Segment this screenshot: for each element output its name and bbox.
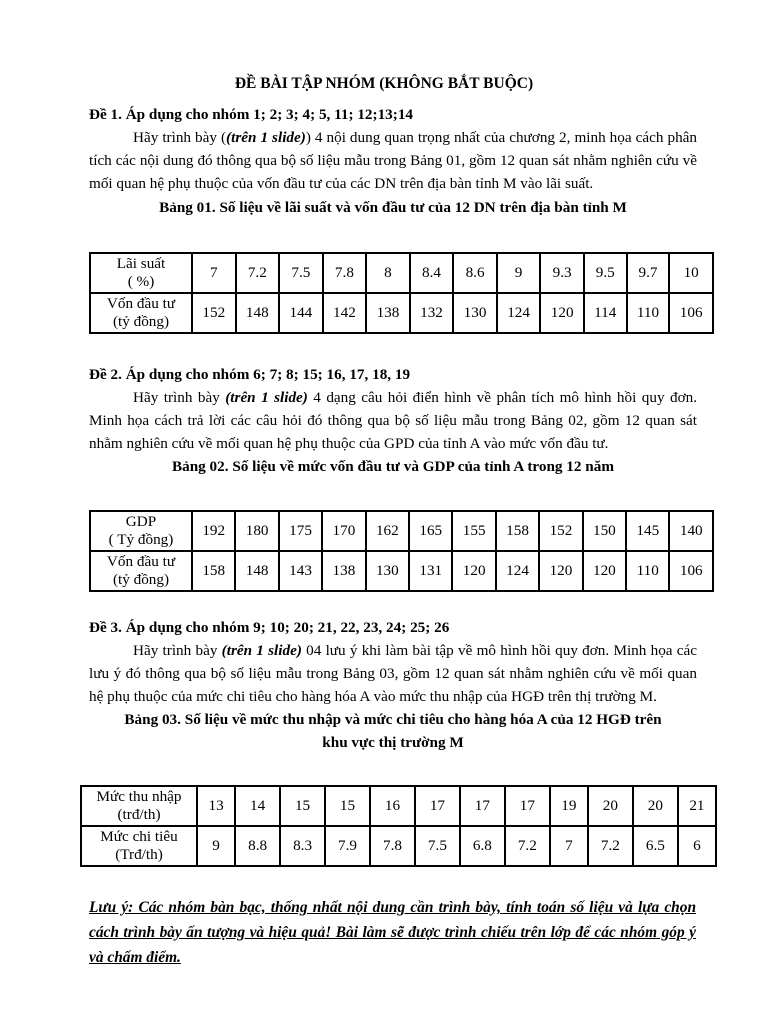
table-cell: 15 (280, 786, 325, 826)
table-cell: 148 (235, 551, 278, 591)
assignment-1-text-part: Hãy trình bày ( (133, 129, 227, 146)
table-cell: 170 (322, 511, 365, 551)
table-2 (89, 510, 714, 592)
row-label (81, 786, 197, 826)
table-cell: 17 (505, 786, 550, 826)
table-cell: 175 (279, 511, 322, 551)
row-label-line: Mức thu nhập (96, 788, 182, 805)
table-cell: 13 (197, 786, 235, 826)
table-cell: 140 (669, 511, 713, 551)
table-cell: 9.7 (627, 253, 670, 293)
table-cell: 158 (496, 511, 539, 551)
table-cell: 9 (197, 826, 235, 866)
table-1-caption: Bảng 01. Số liệu về lãi suất và vốn đầu tư của 12 DN trên địa bàn tỉnh M (159, 199, 627, 216)
table-cell: 131 (409, 551, 452, 591)
table-cell: 130 (453, 293, 497, 333)
assignment-1-emphasis: (trên 1 slide) (226, 129, 306, 146)
table-cell: 124 (496, 551, 539, 591)
table-3-caption-line: Bảng 03. Số liệu về mức thu nhập và mức chi tiêu cho hàng hóa A của 12 HGĐ trên (124, 711, 662, 728)
row-label-line: Vốn đầu tư (106, 553, 176, 570)
table-row (90, 253, 713, 293)
table-cell: 8.6 (453, 253, 497, 293)
row-label-line: (Trđ/th) (115, 846, 163, 863)
table-cell: 158 (192, 551, 235, 591)
table-cell: 6.5 (633, 826, 678, 866)
table-cell: 180 (235, 511, 278, 551)
row-label-line: (tỷ đồng) (112, 313, 170, 330)
table-cell: 16 (370, 786, 415, 826)
assignment-3-text-part: Hãy trình bày (133, 642, 222, 659)
assignment-3-text-part: 04 lưu ý khi làm bài tập về mô hình hồi quy đơn. Minh họa các lưu ý đó thông qua bộ số liệu mẫu trong Bảng 03, gồm 12 quan sát nhằm nghiên cứu về mối quan hệ phụ thuộc của mức chi tiêu cho hàng hóa A vào mức thu nhập của HGĐ trên thị trường M. (89, 642, 698, 705)
assignment-2-text-part: Hãy trình bày (133, 389, 226, 406)
table-row (90, 511, 713, 551)
table-cell: 120 (452, 551, 495, 591)
table-cell: 132 (410, 293, 454, 333)
table-cell: 7 (192, 253, 236, 293)
table-row (81, 826, 716, 866)
table-cell: 20 (588, 786, 633, 826)
table-cell: 14 (235, 786, 280, 826)
row-label-line: Vốn đầu tư (106, 295, 176, 312)
table-cell: 9.3 (540, 253, 584, 293)
assignment-2-text (89, 386, 697, 455)
assignment-1-text-part: ) 4 nội dung quan trọng nhất của chương 2, minh họa cách phân tích các nội dung đó thông qua bộ số liệu mẫu trong Bảng 01, gồm 12 quan sát nhằm nghiên cứu về mối quan hệ phụ thuộc của vốn đầu tư của các DN trên địa bàn tỉnh M vào lãi suất. (89, 129, 697, 192)
row-label (81, 826, 197, 866)
note-paragraph: Lưu ý: Các nhóm bàn bạc, thống nhất nội dung cần trình bày, tính toán số liệu và lựa chọn cách trình bày ấn tượng và hiệu quả! Bài làm sẽ được trình chiếu trên lớp để các nhóm góp ý và chấm điểm. (89, 899, 696, 966)
table-cell: 110 (626, 551, 669, 591)
table-cell: 106 (669, 293, 713, 333)
table-cell: 106 (669, 551, 713, 591)
table-cell: 143 (279, 551, 322, 591)
assignment-3-text (89, 639, 697, 708)
table-cell: 9 (497, 253, 541, 293)
assignment-2-text-part: 4 dạng câu hỏi điển hình về phân tích mô hình hồi quy đơn. Minh họa cách trả lời các câu hỏi đó thông qua bộ số liệu mẫu trong Bảng 02, gồm 12 quan sát nhằm nghiên cứu về mối quan hệ phụ thuộc của GPD của tỉnh A vào mức vốn đầu tư. (89, 389, 697, 452)
table-cell: 114 (584, 293, 627, 333)
table-cell: 150 (583, 511, 626, 551)
table-cell: 165 (409, 511, 452, 551)
assignment-3 (89, 616, 697, 754)
table-cell: 7 (550, 826, 588, 866)
row-label-line: Mức chi tiêu (100, 828, 178, 845)
table-cell: 110 (627, 293, 670, 333)
table-cell: 124 (497, 293, 541, 333)
table-cell: 120 (539, 551, 582, 591)
table-row (90, 551, 713, 591)
table-cell: 7.5 (415, 826, 460, 866)
table-cell: 152 (539, 511, 582, 551)
row-label-line: GDP (125, 513, 157, 530)
table-cell: 152 (192, 293, 236, 333)
table-cell: 10 (669, 253, 713, 293)
table-cell: 8.3 (280, 826, 325, 866)
row-label-line: ( Tỷ đồng) (108, 531, 174, 548)
row-label-line: ( %) (127, 273, 155, 290)
row-label (90, 511, 192, 551)
table-cell: 6 (678, 826, 716, 866)
table-cell: 144 (279, 293, 323, 333)
table-cell: 162 (366, 511, 409, 551)
row-label (90, 293, 192, 333)
table-cell: 120 (540, 293, 584, 333)
table-cell: 7.9 (325, 826, 370, 866)
row-label (90, 253, 192, 293)
table-cell: 8 (366, 253, 410, 293)
assignment-2 (89, 363, 697, 478)
table-cell: 7.2 (236, 253, 280, 293)
table-cell: 192 (192, 511, 235, 551)
table-cell: 130 (366, 551, 409, 591)
table-3-caption (89, 708, 697, 754)
table-cell: 8.4 (410, 253, 454, 293)
table-row (81, 786, 716, 826)
table-cell: 8.8 (235, 826, 280, 866)
table-cell: 7.2 (588, 826, 633, 866)
assignment-2-heading: Đề 2. Áp dụng cho nhóm 6; 7; 8; 15; 16, 17, 18, 19 (89, 366, 411, 383)
assignment-1-heading: Đề 1. Áp dụng cho nhóm 1; 2; 3; 4; 5, 11; 12;13;14 (89, 106, 414, 123)
table-cell: 7.8 (370, 826, 415, 866)
table-cell: 21 (678, 786, 716, 826)
table-cell: 155 (452, 511, 495, 551)
table-cell: 120 (583, 551, 626, 591)
table-cell: 19 (550, 786, 588, 826)
row-label-line: (trđ/th) (117, 806, 161, 823)
assignment-2-emphasis: (trên 1 slide) (225, 389, 308, 406)
table-cell: 9.5 (584, 253, 627, 293)
table-3 (80, 785, 717, 867)
row-label-line: Lãi suất (116, 255, 166, 272)
table-cell: 15 (325, 786, 370, 826)
table-cell: 138 (322, 551, 365, 591)
assignment-3-emphasis: (trên 1 slide) (221, 642, 302, 659)
table-cell: 17 (460, 786, 505, 826)
table-cell: 138 (366, 293, 410, 333)
document-title: ĐỀ BÀI TẬP NHÓM (KHÔNG BẮT BUỘC) (234, 75, 534, 92)
table-cell: 148 (236, 293, 280, 333)
table-1 (89, 252, 714, 334)
row-label (90, 551, 192, 591)
table-cell: 142 (323, 293, 367, 333)
table-cell: 20 (633, 786, 678, 826)
table-cell: 17 (415, 786, 460, 826)
table-3-caption-line: khu vực thị trường M (322, 734, 464, 751)
table-cell: 7.2 (505, 826, 550, 866)
row-label-line: (tỷ đồng) (112, 571, 170, 588)
table-cell: 6.8 (460, 826, 505, 866)
table-2-caption: Bảng 02. Số liệu về mức vốn đầu tư và GDP của tỉnh A trong 12 năm (172, 458, 614, 475)
table-cell: 7.5 (279, 253, 323, 293)
assignment-1 (89, 103, 697, 219)
table-row (90, 293, 713, 333)
table-cell: 145 (626, 511, 669, 551)
table-cell: 7.8 (323, 253, 367, 293)
assignment-3-heading: Đề 3. Áp dụng cho nhóm 9; 10; 20; 21, 22, 23, 24; 25; 26 (89, 619, 450, 636)
assignment-1-text (89, 126, 697, 195)
